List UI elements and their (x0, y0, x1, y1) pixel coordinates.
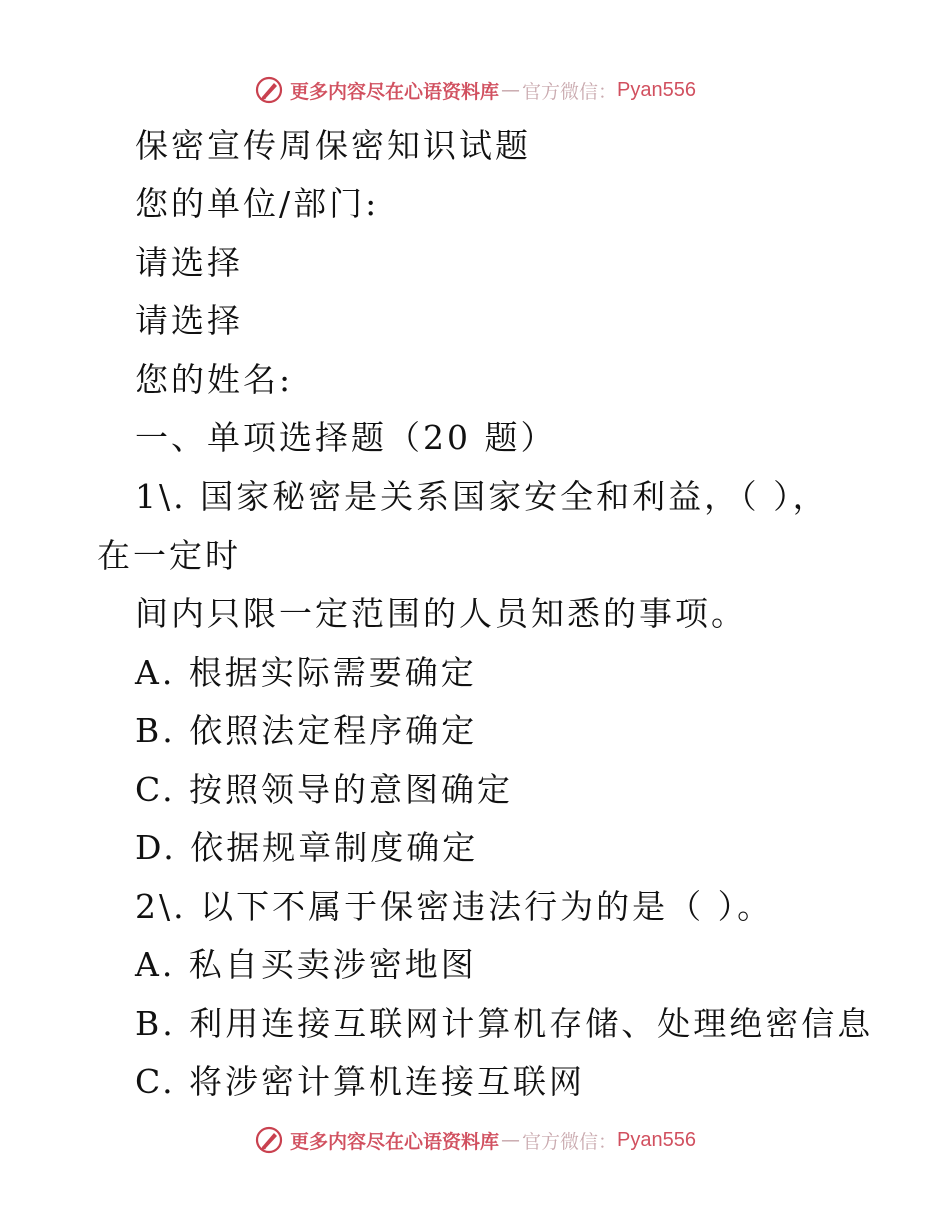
question-2-option-c: C. 将涉密计算机连接互联网 (135, 1062, 586, 1101)
question-2: 2\. 以下不属于保密违法行为的是（ ）。 (135, 887, 774, 926)
watermark-official-label: 官方微信： (522, 1130, 618, 1153)
watermark-site-name: 更多内容尽在心语资料库 (290, 1130, 500, 1153)
question-2-option-b: B. 利用连接互联网计算机存储、处理绝密信息 (135, 1004, 874, 1043)
watermark-site-name: 更多内容尽在心语资料库 (290, 80, 500, 103)
watermark-official-label: 官方微信： (522, 80, 618, 103)
question-2-option-a: A. 私自买卖涉密地图 (135, 945, 477, 984)
section-heading: 一、单项选择题（20 题） (135, 418, 557, 457)
question-1-line-1: 1\. 国家秘密是关系国家安全和利益，（ ）， (135, 477, 829, 516)
question-1-option-d: D. 依据规章制度确定 (135, 828, 479, 867)
question-1-option-c: C. 按照领导的意图确定 (135, 770, 514, 809)
watermark-dash: — (501, 79, 521, 101)
question-1-line-3: 间内只限一定范围的人员知悉的事项。 (135, 594, 747, 633)
watermark-footer (0, 1120, 950, 1160)
question-1-option-a: A. 根据实际需要确定 (135, 653, 477, 692)
pen-logo-icon (254, 1125, 284, 1155)
watermark-wechat-id: Pyan556 (617, 1128, 696, 1151)
pen-logo-icon (254, 75, 284, 105)
unit-select-placeholder: 请选择 (135, 243, 243, 282)
document-title: 保密宣传周保密知识试题 (135, 126, 531, 165)
question-1-line-2: 在一定时 (97, 536, 241, 575)
unit-label: 您的单位/部门: (135, 184, 380, 223)
watermark-wechat-id: Pyan556 (617, 78, 696, 101)
watermark-header (0, 70, 950, 110)
question-1-option-b: B. 依照法定程序确定 (135, 711, 478, 750)
watermark-dash: — (501, 1129, 521, 1151)
dept-select-placeholder: 请选择 (135, 301, 243, 340)
name-label: 您的姓名: (135, 360, 294, 399)
